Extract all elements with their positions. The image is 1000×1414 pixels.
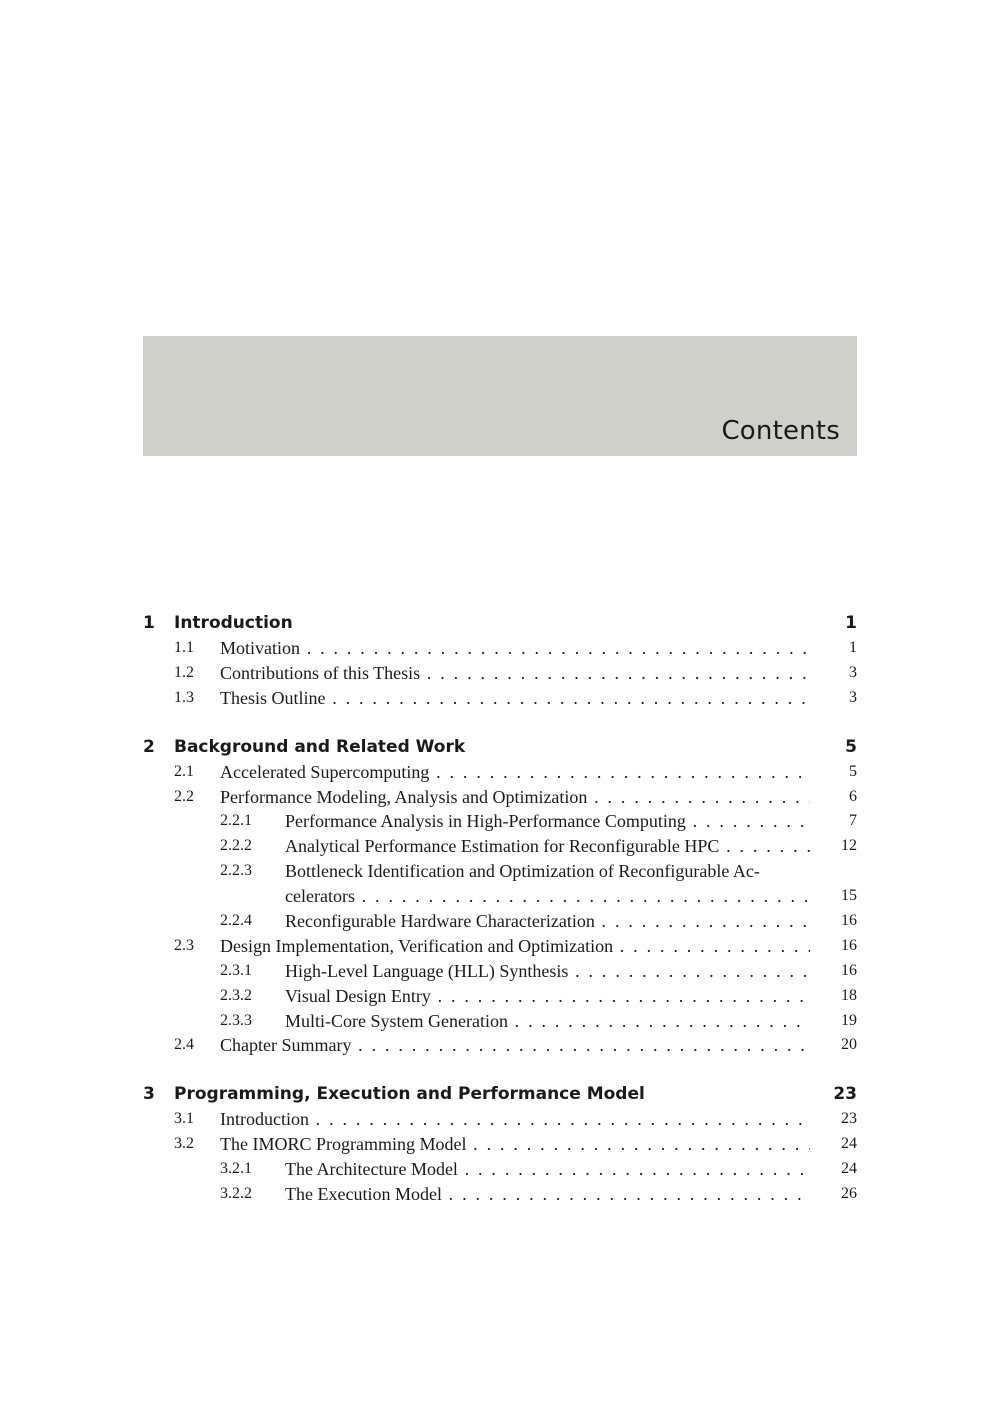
contents-header-band xyxy=(143,336,857,456)
section-number: 3.1 xyxy=(174,1110,194,1128)
page-number: 15 xyxy=(841,887,857,905)
toc-chapter-entry[interactable] xyxy=(143,1081,857,1107)
section-title: Chapter Summary xyxy=(220,1035,352,1056)
page-number: 5 xyxy=(849,762,857,780)
section-title: Accelerated Supercomputing xyxy=(220,761,430,782)
subsection-title: Visual Design Entry xyxy=(285,985,431,1006)
toc-section-entry[interactable] xyxy=(143,934,857,959)
toc-subsection-entry[interactable] xyxy=(143,1182,857,1207)
subsection-title: The Execution Model xyxy=(285,1184,442,1205)
toc-subsection-entry[interactable] xyxy=(143,959,857,984)
section-number: 2.2 xyxy=(174,787,194,805)
section-title: Introduction xyxy=(220,1109,309,1130)
toc-chapter-3 xyxy=(143,1081,857,1207)
toc-section-entry[interactable] xyxy=(143,661,857,686)
page-number: 18 xyxy=(841,986,857,1004)
chapter-number: 1 xyxy=(143,613,155,633)
section-number: 2.3 xyxy=(174,936,194,954)
page-number: 24 xyxy=(841,1135,857,1153)
subsection-number: 2.2.3 xyxy=(220,862,252,880)
subsection-number: 2.3.1 xyxy=(220,961,252,979)
page-number: 1 xyxy=(845,613,857,633)
subsection-title: Reconfigurable Hardware Characterization xyxy=(285,911,595,932)
toc-section-entry[interactable] xyxy=(143,636,857,661)
page-number: 24 xyxy=(841,1160,857,1178)
chapter-title: Programming, Execution and Performance Model xyxy=(174,1084,645,1105)
subsection-number: 2.2.4 xyxy=(220,912,252,930)
section-title: Contributions of this Thesis xyxy=(220,662,421,683)
subsection-number: 3.2.2 xyxy=(220,1185,252,1203)
section-number: 1.2 xyxy=(174,663,194,681)
subsection-title: The Architecture Model xyxy=(285,1159,458,1180)
toc-section-entry[interactable] xyxy=(143,1132,857,1157)
subsection-number: 2.2.2 xyxy=(220,837,252,855)
subsection-number: 2.2.1 xyxy=(220,812,252,830)
section-number: 1.1 xyxy=(174,639,194,656)
section-title: The IMORC Programming Model xyxy=(220,1134,467,1155)
section-number: 2.1 xyxy=(174,762,194,780)
toc-chapter-2 xyxy=(143,734,857,1059)
section-number: 3.2 xyxy=(174,1135,194,1153)
subsection-title: Bottleneck Identification and Optimization of Reconfigurable Ac- xyxy=(285,861,760,882)
toc-subsection-entry-continuation[interactable] xyxy=(143,884,857,909)
toc-subsection-entry[interactable] xyxy=(143,1009,857,1034)
toc-subsection-entry[interactable] xyxy=(143,909,857,934)
toc-subsection-entry[interactable] xyxy=(143,834,857,859)
page-number: 3 xyxy=(849,688,857,706)
page-number: 7 xyxy=(849,812,857,830)
page-number: 16 xyxy=(841,936,857,954)
section-title: Motivation xyxy=(220,638,300,658)
section-title: Design Implementation, Verification and Optimization xyxy=(220,935,614,956)
chapter-title: Introduction xyxy=(174,613,293,633)
toc-section-entry[interactable] xyxy=(143,686,857,711)
subsection-title: Multi-Core System Generation xyxy=(285,1010,508,1031)
subsection-number: 2.3.3 xyxy=(220,1011,252,1029)
toc-chapter-entry[interactable] xyxy=(143,610,857,636)
toc-subsection-entry[interactable] xyxy=(143,984,857,1009)
page-number: 26 xyxy=(841,1185,857,1203)
page-number: 16 xyxy=(841,961,857,979)
toc-subsection-entry[interactable] xyxy=(143,859,857,884)
subsection-title: Analytical Performance Estimation for Reconfigurable HPC xyxy=(285,836,720,857)
chapter-title: Background and Related Work xyxy=(174,736,466,757)
page-title: Contents xyxy=(721,416,840,446)
page-number: 20 xyxy=(841,1036,857,1054)
page-number: 3 xyxy=(849,663,857,681)
toc-section-entry[interactable] xyxy=(143,1107,857,1132)
page-number: 1 xyxy=(849,639,857,656)
toc-section-entry[interactable] xyxy=(143,785,857,810)
page-number: 23 xyxy=(833,1084,857,1105)
page-number: 6 xyxy=(849,787,857,805)
page-number: 12 xyxy=(841,837,857,855)
toc-section-entry[interactable] xyxy=(143,760,857,785)
page-number: 23 xyxy=(841,1110,857,1128)
chapter-number: 3 xyxy=(143,1084,155,1105)
subsection-title: High-Level Language (HLL) Synthesis xyxy=(285,960,569,981)
subsection-title: Performance Analysis in High-Performance Computing xyxy=(285,811,686,832)
section-number: 2.4 xyxy=(174,1036,194,1054)
page-number: 5 xyxy=(845,736,857,757)
page-number: 19 xyxy=(841,1011,857,1029)
section-title: Performance Modeling, Analysis and Optimization xyxy=(220,786,588,807)
subsection-number: 2.3.2 xyxy=(220,986,252,1004)
toc-chapter-1 xyxy=(143,610,857,711)
subsection-title-continuation: celerators xyxy=(285,886,355,907)
chapter-number: 2 xyxy=(143,736,155,757)
table-of-contents xyxy=(143,610,857,1230)
toc-chapter-entry[interactable] xyxy=(143,734,857,760)
toc-section-entry[interactable] xyxy=(143,1033,857,1058)
section-number: 1.3 xyxy=(174,688,194,706)
subsection-number: 3.2.1 xyxy=(220,1160,252,1178)
page-number: 16 xyxy=(841,912,857,930)
section-title: Thesis Outline xyxy=(220,687,326,708)
toc-subsection-entry[interactable] xyxy=(143,809,857,834)
toc-subsection-entry[interactable] xyxy=(143,1157,857,1182)
